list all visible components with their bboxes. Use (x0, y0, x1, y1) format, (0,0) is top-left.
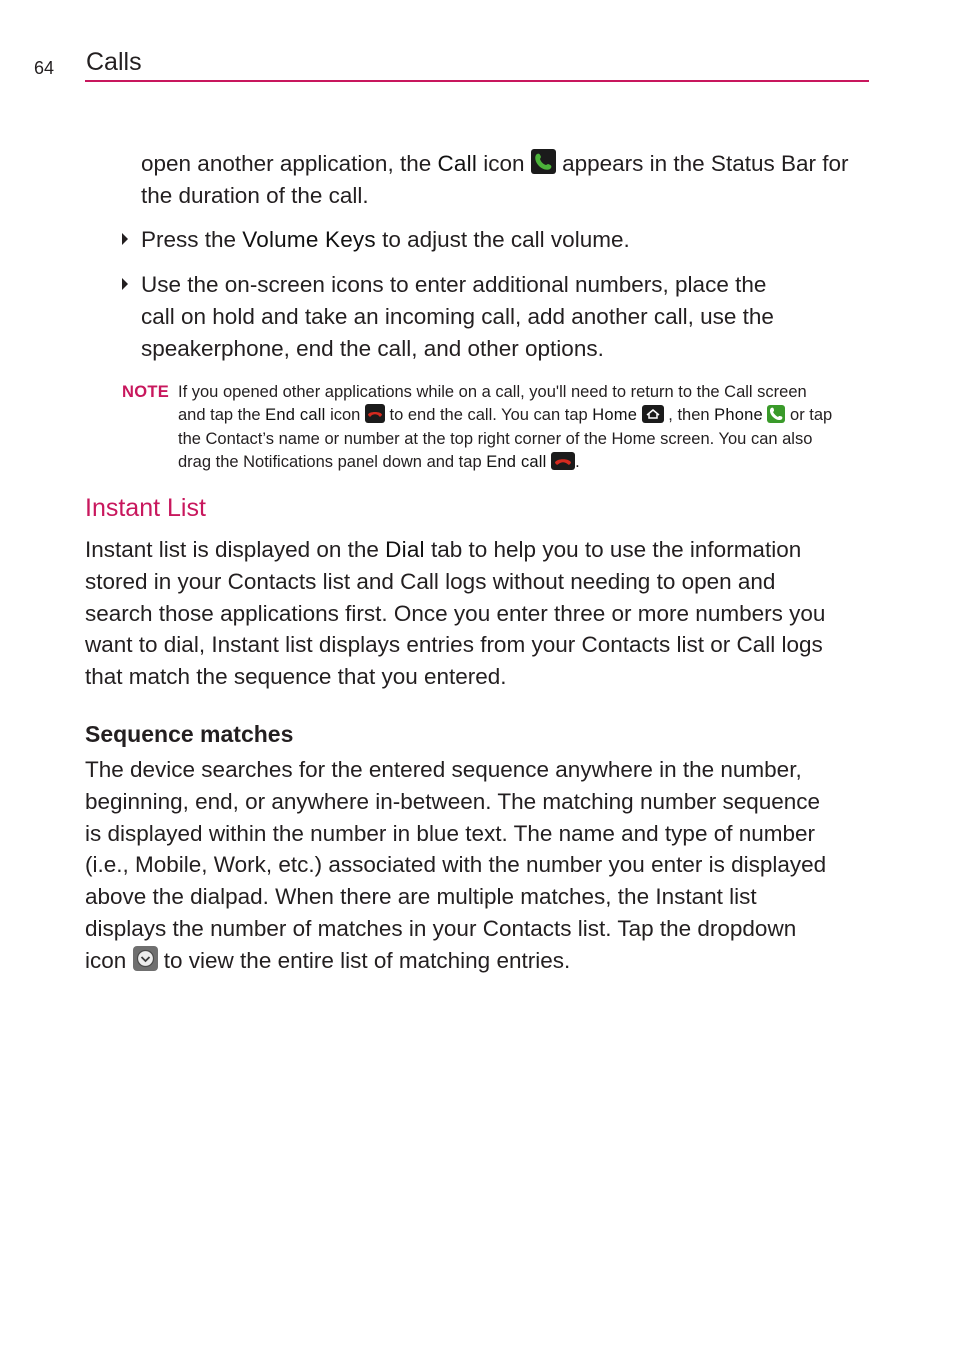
text: or tap (785, 406, 833, 425)
text: to end the call. You can tap (384, 406, 593, 425)
text: Use the on-screen icons to enter additional numbers, place the (141, 272, 767, 297)
text: Press the (141, 227, 243, 252)
bullet-volume-keys (141, 224, 630, 256)
phone-label: Phone (714, 406, 763, 425)
note-text (178, 381, 878, 474)
text: , then (663, 406, 715, 425)
end-call-label: End call (486, 452, 547, 471)
text: If you opened other applications while on a call, you'll need to return to the Call screen (178, 383, 807, 401)
text: . (575, 452, 580, 471)
text: is displayed within the number in blue text. The name and type of number (85, 820, 816, 846)
dial-label: Dial (385, 537, 425, 562)
header-divider (85, 80, 869, 82)
text: tab to help you to use the information (424, 537, 802, 562)
home-label: Home (592, 406, 638, 425)
text: drag the Notifications panel down and tap (178, 452, 487, 471)
bullet-on-screen-icons (141, 269, 774, 364)
volume-keys-label: Volume Keys (242, 227, 376, 252)
end-call-label: End call (265, 406, 326, 425)
text: to adjust the call volume. (375, 227, 630, 252)
text: search those applications first. Once you enter three or more numbers you (85, 600, 826, 626)
text: icon (477, 151, 531, 176)
text: that match the sequence that you entered. (85, 664, 507, 690)
text: speakerphone, end the call, and other options. (141, 335, 604, 361)
text: stored in your Contacts list and Call logs without needing to open and (85, 568, 776, 594)
text: The device searches for the entered sequence anywhere in the number, (85, 757, 802, 782)
sub-heading-sequence-matches: Sequence matches (85, 721, 294, 747)
text: appears in the Status Bar for (555, 151, 849, 176)
chapter-title: Calls (86, 48, 142, 76)
text: call on hold and take an incoming call, add another call, use the (141, 303, 774, 329)
continued-paragraph (141, 148, 849, 212)
text: the duration of the call. (141, 182, 369, 208)
call-label: Call (437, 151, 478, 176)
note-label: NOTE (122, 383, 170, 401)
text: icon (325, 406, 365, 425)
sequence-paragraph (85, 754, 826, 977)
dropdown-icon (133, 946, 158, 971)
phone-icon (767, 405, 785, 423)
text: the Contact’s name or number at the top right corner of the Home screen. You can also (178, 429, 813, 448)
text: and tap the (178, 406, 266, 425)
text: beginning, end, or anywhere in-between. The matching number sequence (85, 788, 821, 814)
text: displays the number of matches in your Contacts list. Tap the dropdown (85, 915, 797, 941)
text: above the dialpad. When there are multiple matches, the Instant list (85, 884, 757, 910)
text: icon (85, 947, 133, 973)
bullet-arrow-icon (122, 278, 128, 290)
end-call-icon (365, 404, 385, 423)
text: (i.e., Mobile, Work, etc.) associated with the number you enter is displayed (85, 852, 827, 878)
page-number: 64 (34, 58, 55, 78)
call-icon (531, 149, 556, 174)
text: to view the entire list of matching entries. (157, 947, 571, 973)
text: want to dial, Instant list displays entries from your Contacts list or Call logs (85, 632, 823, 658)
bullet-arrow-icon (122, 233, 128, 245)
text: Instant list is displayed on the (85, 537, 386, 562)
section-heading-instant-list: Instant List (85, 494, 206, 522)
text: open another application, the (141, 151, 438, 176)
home-icon (642, 405, 664, 423)
end-call-icon (551, 452, 575, 470)
instant-list-paragraph (85, 534, 825, 693)
